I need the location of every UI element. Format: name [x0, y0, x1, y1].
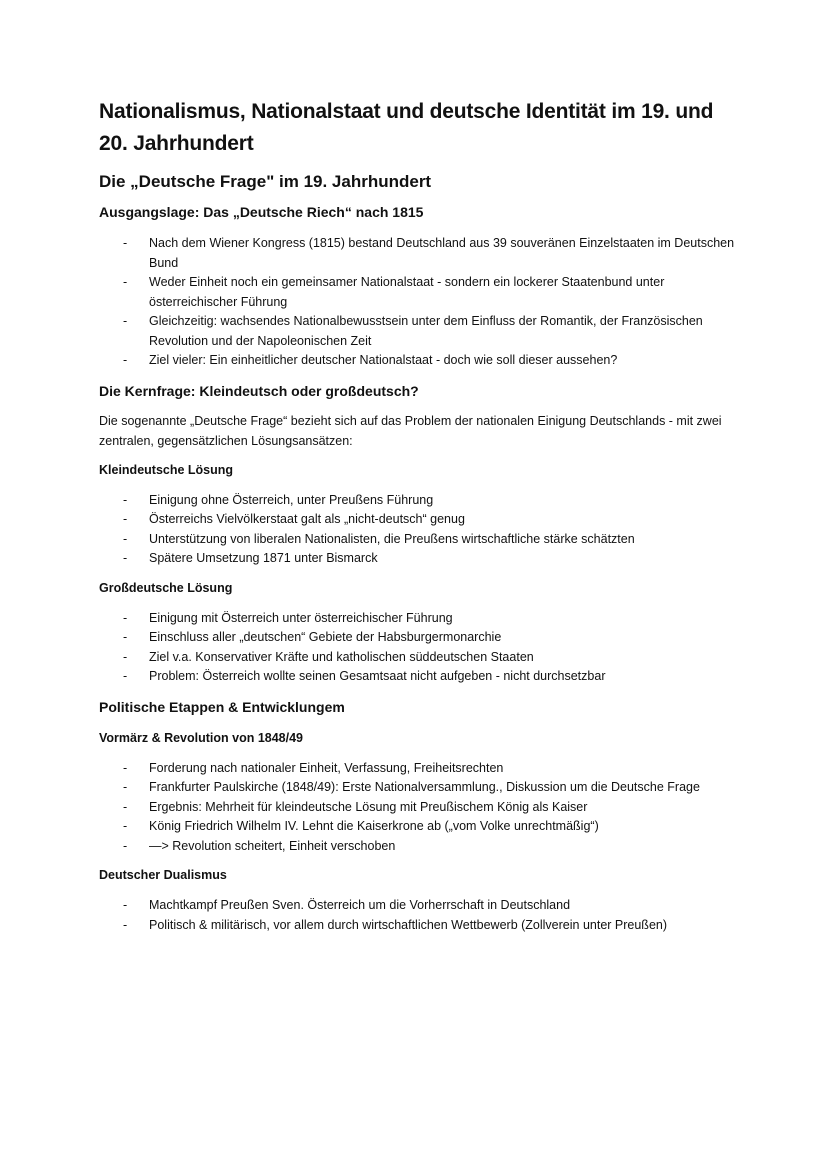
list-item: - König Friedrich Wilhelm IV. Lehnt die Kaiserkrone ab („vom Volke unrechtmäßig“): [99, 817, 739, 837]
bullet-dash: -: [123, 669, 128, 683]
list-item: - Einigung mit Österreich unter österreichischer Führung: [99, 609, 739, 629]
list-item: - Ziel vieler: Ein einheitlicher deutscher Nationalstaat - doch wie soll dieser aussehen?: [99, 351, 739, 371]
list-item: - Machtkampf Preußen Sven. Österreich um die Vorherrschaft in Deutschland: [99, 896, 739, 916]
bullet-dash: -: [123, 610, 128, 625]
bullet-dash: -: [123, 236, 128, 250]
subheading-deutscher-dualismus: Deutscher Dualismus: [99, 868, 227, 882]
list-vormaerz: [99, 759, 739, 857]
subheading-politische-etappen: Politische Etappen & Entwicklungem: [99, 698, 345, 715]
list-item: - Gleichzeitig: wachsendes Nationalbewusstsein unter dem Einfluss der Romantik, der Französischen Revolution und der Napoleonischen Zeit: [123, 314, 703, 348]
paragraph-kernfrage-intro: Die sogenannte „Deutsche Frage“ bezieht sich auf das Problem der nationalen Einigung Deutschlands - mit zwei zentralen, gegensätzlichen Lösungsansätzen:: [99, 413, 722, 448]
list-item: - Ziel v.a. Konservativer Kräfte und katholischen süddeutschen Staaten: [99, 648, 739, 668]
bullet-dash: -: [123, 492, 128, 507]
list-dualismus: [99, 896, 739, 935]
list-item: - Unterstützung von liberalen Nationalisten, die Preußens wirtschaftliche stärke schätzten: [99, 530, 739, 550]
bullet-dash: -: [123, 353, 128, 367]
list-item: - Ergebnis: Mehrheit für kleindeutsche Lösung mit Preußischem König als Kaiser: [99, 798, 739, 818]
subheading-kleindeutsche-loesung: Kleindeutsche Lösung: [99, 462, 234, 477]
list-item: - Einschluss aller „deutschen“ Gebiete der Habsburgermonarchie: [99, 628, 739, 648]
bullet-dash: -: [123, 780, 128, 794]
bullet-dash: -: [123, 838, 128, 853]
list-item: - Österreichs Vielvölkerstaat galt als „nicht-deutsch“ genug: [99, 510, 739, 530]
section-heading-deutsche-frage: Die „Deutsche Frage" im 19. Jahrhundert: [99, 172, 432, 191]
list-item: - Weder Einheit noch ein gemeinsamer Nationalstaat - sondern ein lockerer Staatenbund unter österreichischer Führung: [123, 275, 665, 309]
bullet-dash: -: [123, 799, 128, 814]
document-page: [99, 96, 739, 945]
bullet-dash: -: [123, 531, 128, 546]
list-grossdeutsch: [99, 609, 739, 687]
bullet-dash: -: [123, 898, 128, 912]
subheading-kernfrage: Die Kernfrage: Kleindeutsch oder großdeutsch?: [99, 382, 419, 399]
bullet-dash: -: [123, 512, 128, 526]
subheading-grossdeutsche-loesung: Großdeutsche Lösung: [99, 580, 233, 595]
list-item: - Forderung nach nationaler Einheit, Verfassung, Freiheitsrechten: [99, 759, 739, 779]
list-item: - Einigung ohne Österreich, unter Preußens Führung: [99, 491, 739, 511]
bullet-dash: -: [123, 275, 128, 289]
bullet-dash: -: [123, 314, 128, 328]
document-title: Nationalismus, Nationalstaat und deutsche Identität im 19. und 20. Jahrhundert: [99, 100, 714, 155]
list-item: - Politisch & militärisch, vor allem durch wirtschaftlichen Wettbewerb (Zollverein unter Preußen): [99, 916, 739, 936]
list-ausgangslage: [99, 234, 739, 371]
list-item: - Spätere Umsetzung 1871 unter Bismarck: [99, 549, 739, 569]
list-item: - Problem: Österreich wollte seinen Gesamtsaat nicht aufgeben - nicht durchsetzbar: [99, 667, 739, 687]
bullet-dash: -: [123, 917, 128, 932]
list-item: - Nach dem Wiener Kongress (1815) bestand Deutschland aus 39 souveränen Einzelstaaten im Deutschen Bund: [123, 236, 735, 270]
bullet-dash: -: [123, 551, 128, 565]
bullet-dash: -: [123, 630, 128, 644]
list-item: - —> Revolution scheitert, Einheit verschoben: [99, 837, 739, 857]
list-kleindeutsch: [99, 491, 739, 569]
bullet-dash: -: [123, 649, 128, 664]
subheading-ausgangslage: Ausgangslage: Das „Deutsche Riech“ nach 1815: [99, 204, 424, 220]
bullet-dash: -: [123, 760, 128, 775]
bullet-dash: -: [123, 819, 128, 833]
list-item: - Frankfurter Paulskirche (1848/49): Erste Nationalversammlung., Diskussion um die Deutsche Frage: [99, 778, 739, 798]
subheading-vormaerz: Vormärz & Revolution von 1848/49: [99, 730, 303, 745]
